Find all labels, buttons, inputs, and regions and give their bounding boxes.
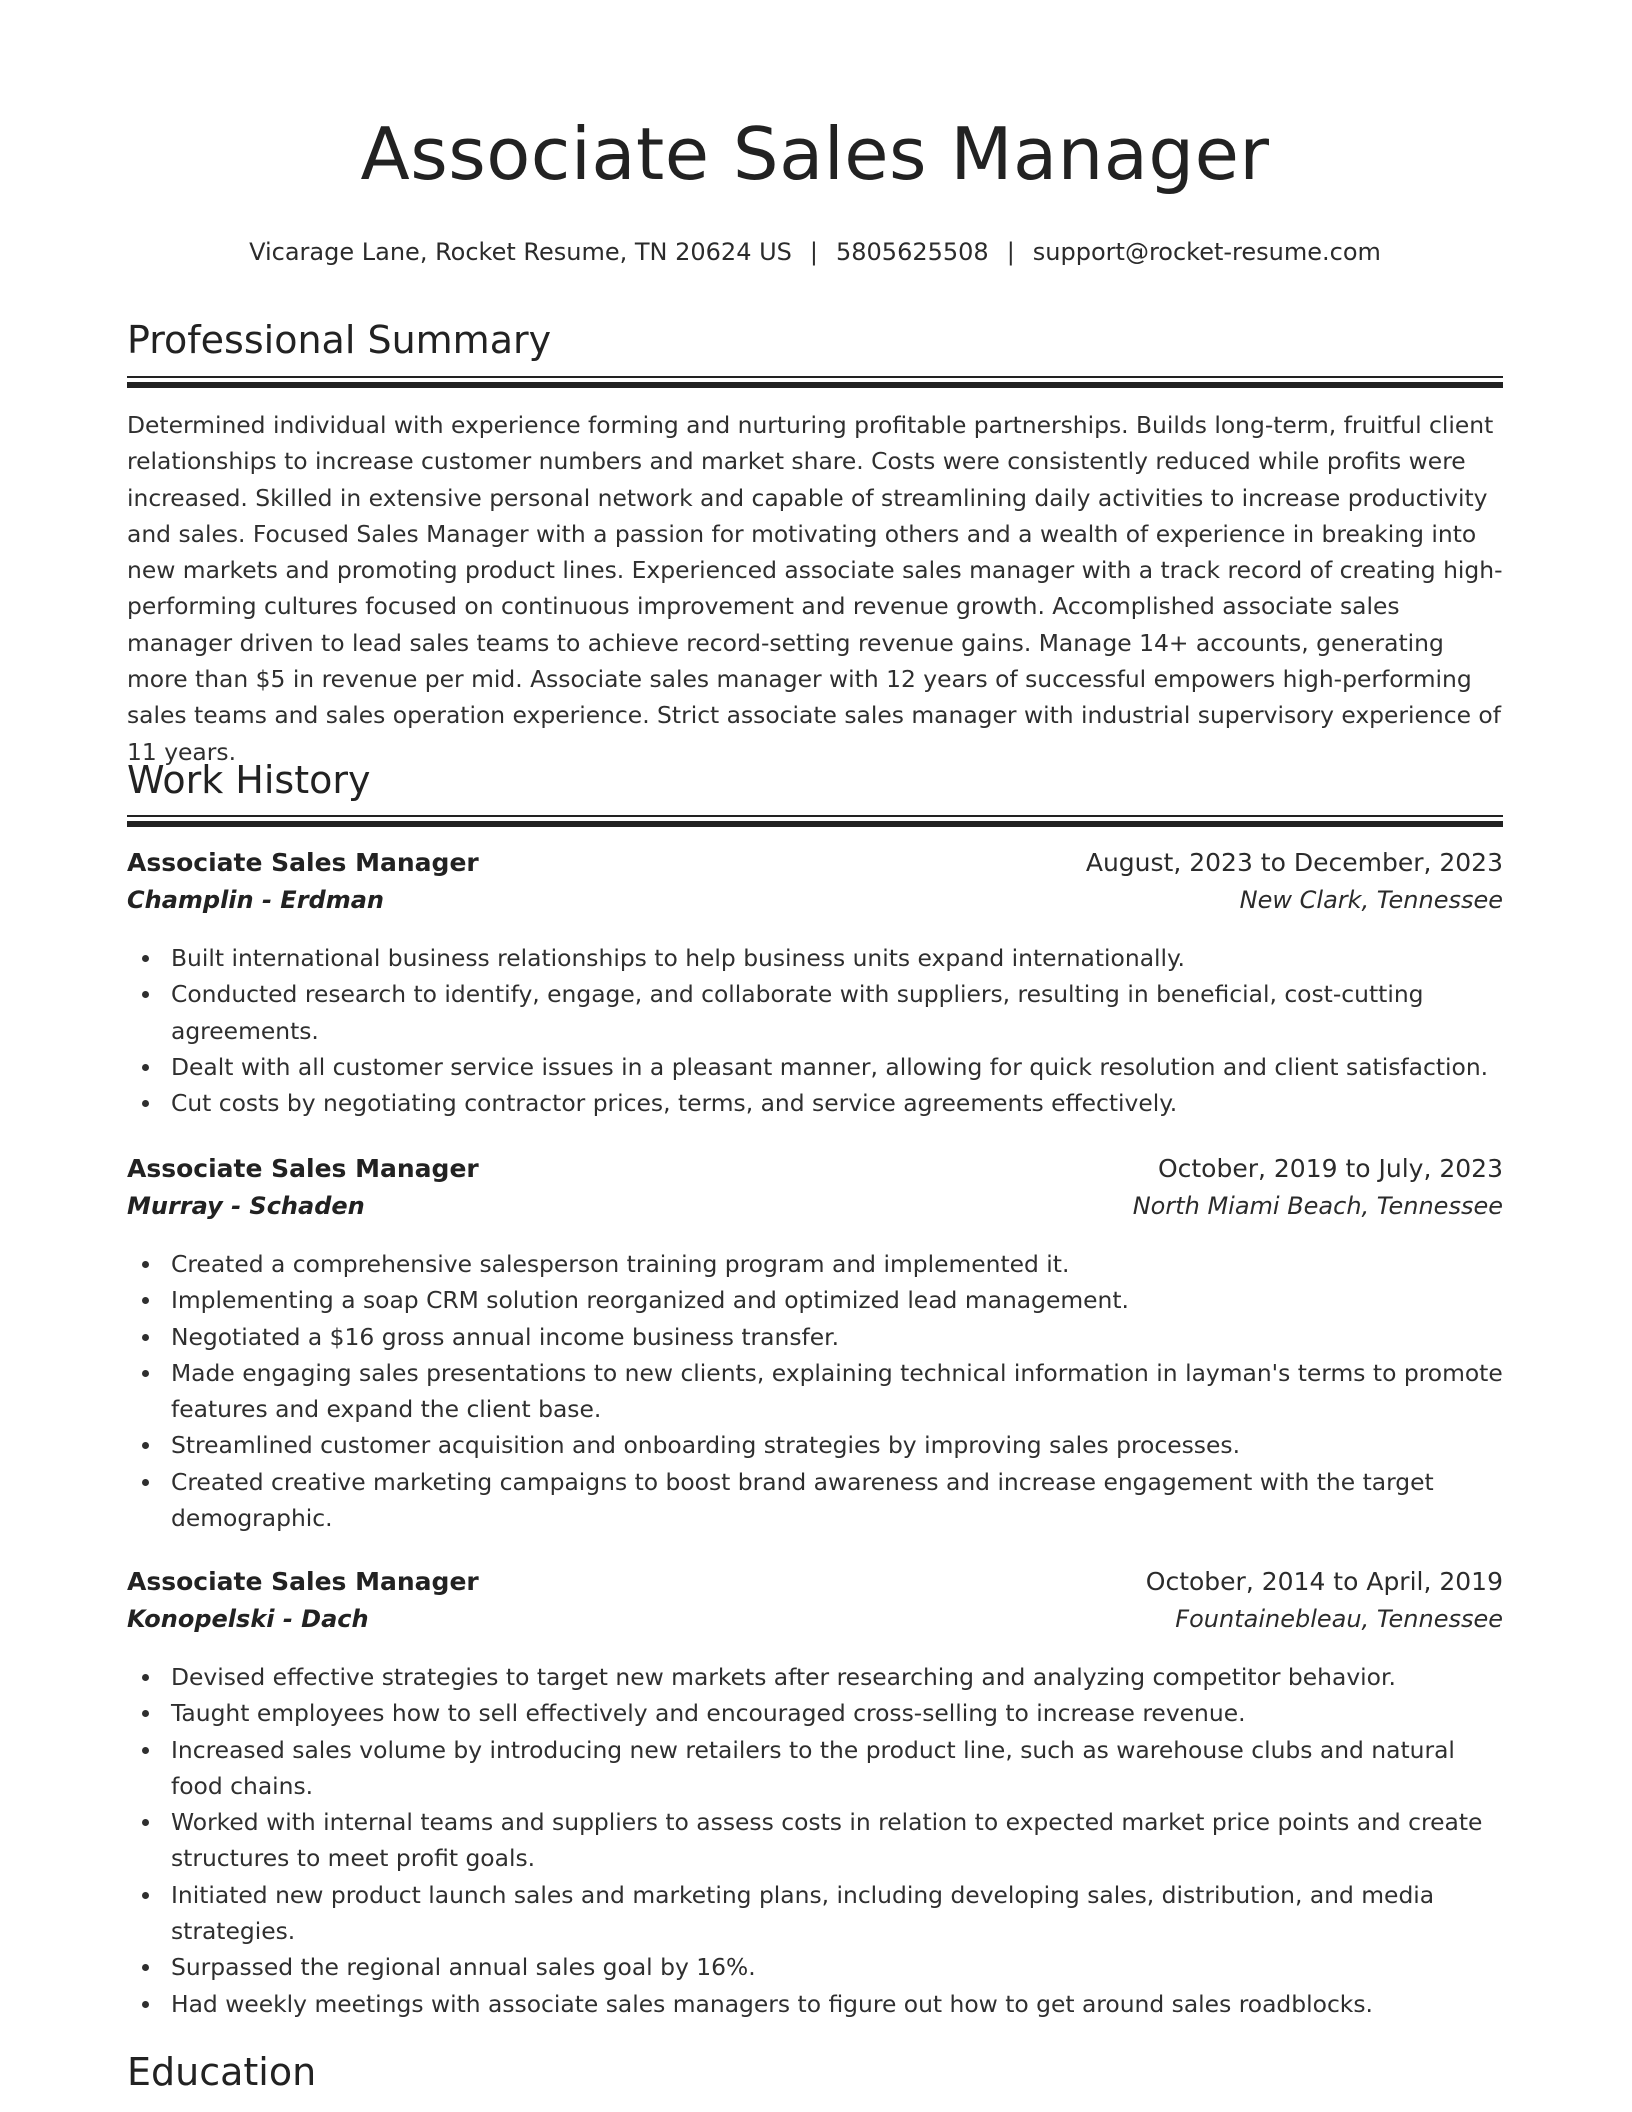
job-bullet: Built international business relationships to help business units expand internationally. xyxy=(127,940,1503,976)
job-bullet: Worked with internal teams and suppliers to assess costs in relation to expected market price points and create structures to meet profit goals. xyxy=(127,1804,1503,1877)
job-bullet: Surpassed the regional annual sales goal by 16%. xyxy=(127,1949,1503,1985)
job-bullet: Conducted research to identify, engage, and collaborate with suppliers, resulting in beneficial, cost-cutting agreements. xyxy=(127,976,1503,1049)
job-bullets xyxy=(127,940,1503,1121)
contact-line xyxy=(127,238,1503,266)
job-bullet: Had weekly meetings with associate sales managers to figure out how to get around sales roadblocks. xyxy=(127,1986,1503,2022)
job-location: North Miami Beach, Tennessee xyxy=(1132,1192,1503,1220)
job-bullet: Initiated new product launch sales and marketing plans, including developing sales, distribution, and media strategies. xyxy=(127,1877,1503,1950)
summary-text: Determined individual with experience forming and nurturing profitable partnerships. Builds long-term, fruitful client relationships to increase customer numbers and market share. Costs were consistently reduced while profits were increased. Skilled in extensive personal network and capable of streamlining daily activities to increase productivity and sales. Focused Sales Manager with a passion for motivating others and a wealth of experience in breaking into new markets and promoting product lines. Experienced associate sales manager with a track record of creating high-performing cultures focused on continuous improvement and revenue growth. Accomplished associate sales manager driven to lead sales teams to achieve record-setting revenue gains. Manage 14+ accounts, generating more than $5 in revenue per mid. Associate sales manager with 12 years of successful empowers high-performing sales teams and sales operation experience. Strict associate sales manager with industrial supervisory experience of 11 years. xyxy=(127,411,1503,766)
job-entry xyxy=(127,848,1503,1118)
job-bullet: Implementing a soap CRM solution reorganized and optimized lead management. xyxy=(127,1282,1503,1318)
section-heading-summary: Professional Summary xyxy=(127,318,552,362)
job-entry xyxy=(127,1567,1503,2018)
job-title: Associate Sales Manager xyxy=(127,1154,479,1183)
job-dates: October, 2019 to July, 2023 xyxy=(1157,1154,1503,1183)
job-bullets xyxy=(127,1659,1503,2022)
job-bullet: Cut costs by negotiating contractor prices, terms, and service agreements effectively. xyxy=(127,1085,1503,1121)
job-bullet: Made engaging sales presentations to new clients, explaining technical information in layman's terms to promote features and expand the client base. xyxy=(127,1355,1503,1428)
contact-email: support@rocket-resume.com xyxy=(1032,238,1381,266)
job-bullet: Taught employees how to sell effectively and encouraged cross-selling to increase revenue. xyxy=(127,1695,1503,1731)
job-location: Fountainebleau, Tennessee xyxy=(1175,1605,1503,1633)
contact-separator: | xyxy=(809,238,818,266)
section-rule-thin xyxy=(127,815,1503,817)
job-location: New Clark, Tennessee xyxy=(1239,886,1503,914)
section-rule-thin xyxy=(127,376,1503,378)
job-title: Associate Sales Manager xyxy=(127,848,479,877)
job-bullet: Increased sales volume by introducing new retailers to the product line, such as warehouse clubs and natural food chains. xyxy=(127,1732,1503,1805)
job-company: Murray - Schaden xyxy=(127,1192,365,1220)
section-rule-thick xyxy=(127,382,1503,388)
job-company: Champlin - Erdman xyxy=(127,886,384,914)
job-entry xyxy=(127,1154,1503,1533)
job-bullet: Devised effective strategies to target new markets after researching and analyzing competitor behavior. xyxy=(127,1659,1503,1695)
contact-separator: | xyxy=(1006,238,1015,266)
job-bullet: Created creative marketing campaigns to boost brand awareness and increase engagement with the target demographic. xyxy=(127,1464,1503,1537)
job-dates: August, 2023 to December, 2023 xyxy=(1085,848,1503,877)
section-heading-education: Education xyxy=(127,2050,317,2094)
section-heading-work-history: Work History xyxy=(127,758,371,802)
job-bullet: Negotiated a $16 gross annual income business transfer. xyxy=(127,1319,1503,1355)
job-title: Associate Sales Manager xyxy=(127,1567,479,1596)
job-company: Konopelski - Dach xyxy=(127,1605,369,1633)
section-rule-thick xyxy=(127,821,1503,827)
job-bullet: Dealt with all customer service issues in a pleasant manner, allowing for quick resolution and client satisfaction. xyxy=(127,1049,1503,1085)
job-bullets xyxy=(127,1246,1503,1536)
contact-phone: 5805625508 xyxy=(836,238,989,266)
contact-address: Vicarage Lane, Rocket Resume, TN 20624 US xyxy=(249,238,792,266)
job-bullet: Created a comprehensive salesperson training program and implemented it. xyxy=(127,1246,1503,1282)
resume-title: Associate Sales Manager xyxy=(360,112,1270,196)
job-bullet: Streamlined customer acquisition and onboarding strategies by improving sales processes. xyxy=(127,1427,1503,1463)
job-dates: October, 2014 to April, 2019 xyxy=(1145,1567,1503,1596)
